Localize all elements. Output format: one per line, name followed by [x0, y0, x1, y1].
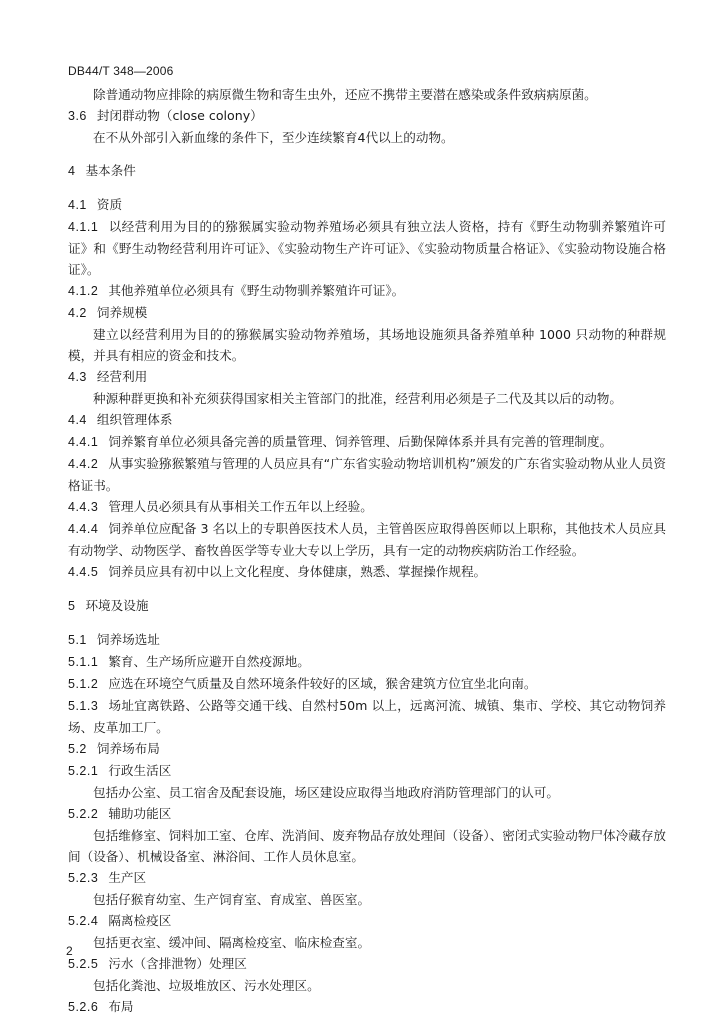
clause-text: 应选在环境空气质量及自然环境条件较好的区域，猴舍建筑方位宜坐北向南。 — [108, 676, 537, 691]
clause-text: 饲养单位应配备 3 名以上的专职兽医技术人员，主管兽医应取得兽医师以上职称，其他技术人员应具有动物学、动物医学、畜牧兽医学等专业大专以上学历，具有一定的动物疾病防治工作经验。 — [68, 521, 666, 558]
clause-5-1-2 — [68, 673, 666, 695]
body-paragraph: 包括更衣室、缓冲间、隔离检疫室、临床检查室。 — [93, 935, 371, 950]
clause-number: 5.1.1 — [68, 655, 99, 669]
body-paragraph: 包括化粪池、垃圾堆放区、污水处理区。 — [93, 978, 320, 993]
body-paragraph: 包括维修室、饲料加工室、仓库、洗消间、废弃物品存放处理间（设备）、密闭式实验动物尸体冷藏存放间（设备）、机械设备室、淋浴间、工作人员休息室。 — [68, 828, 667, 864]
clause-5-2-5 — [68, 953, 666, 975]
clause-number: 4 — [68, 164, 76, 178]
clause-number: 4.4.1 — [68, 435, 99, 449]
clause-number: 4.2 — [68, 306, 87, 320]
standard-code: DB44/T 348—2006 — [68, 64, 174, 78]
clause-number: 5 — [68, 599, 76, 613]
clause-4-1 — [68, 194, 666, 216]
clause-4-1-1 — [68, 216, 666, 280]
clause-text: 污水（含排泄物）处理区 — [108, 956, 247, 971]
clause-text: 其他养殖单位必须具有《野生动物驯养繁殖许可证》。 — [108, 283, 405, 298]
clause-number: 5.1 — [68, 633, 87, 647]
clause-number: 4.4.2 — [68, 457, 99, 471]
body-paragraph: 在不从外部引入新血缘的条件下，至少连续繁育4代以上的动物。 — [93, 130, 454, 145]
clause-4-1-2 — [68, 280, 666, 302]
clause-5-2-2 — [68, 803, 666, 825]
section-gap — [68, 148, 666, 160]
clause-5-2-1 — [68, 760, 666, 782]
section-gap — [68, 617, 666, 629]
clause-4-3 — [68, 366, 666, 388]
clause-text: 隔离检疫区 — [108, 913, 172, 928]
clause-text: 饲养场布局 — [96, 741, 160, 756]
clause-text: 布局 — [108, 999, 134, 1014]
clause-text: 管理人员必须具有从事相关工作五年以上经验。 — [108, 499, 373, 514]
clause-4-4-4 — [68, 518, 666, 561]
clause-5-1-3 — [68, 695, 666, 738]
clause-text: 以经营利用为目的的猕猴属实验动物养殖场必须具有独立法人资格，持有《野生动物驯养繁殖许可证》和《野生动物经营利用许可证》、《实验动物生产许可证》、《实验动物质量合格证》、《实验动物设施合格证》。 — [68, 219, 666, 277]
clause-text: 封闭群动物（close colony） — [96, 108, 263, 123]
clause-number: 4.1 — [68, 198, 87, 212]
clause-number: 5.2.5 — [68, 957, 99, 971]
clause-4 — [68, 160, 666, 182]
body-paragraph: 除普通动物应排除的病原微生物和寄生虫外，还应不携带主要潜在感染或条件致病病原菌。 — [93, 87, 597, 102]
clause-number: 4.3 — [68, 370, 87, 384]
clause-number: 5.1.3 — [68, 699, 99, 713]
clause-text: 饲养员应具有初中以上文化程度、身体健康，熟悉、掌握操作规程。 — [108, 564, 487, 579]
body-paragraph: 种源种群更换和补充须获得国家相关主管部门的批准，经营利用必须是子二代及其以后的动物。 — [93, 391, 622, 406]
clause-text: 场址宜离铁路、公路等交通干线、自然村50m 以上，远离河流、城镇、集市、学校、其它动物饲养场、皮革加工厂。 — [68, 698, 666, 735]
clause-number: 4.4 — [68, 413, 87, 427]
clause-5-1 — [68, 629, 666, 651]
clause-text: 环境及设施 — [85, 598, 149, 613]
clause-number: 5.2.1 — [68, 764, 99, 778]
clause-text: 经营利用 — [96, 369, 148, 384]
clause-4-4 — [68, 409, 666, 431]
clause-text: 行政生活区 — [108, 763, 172, 778]
body-paragraph: 包括办公室、员工宿舍及配套设施，场区建设应取得当地政府消防管理部门的认可。 — [93, 785, 559, 800]
body-paragraph: 建立以经营利用为目的的猕猴属实验动物养殖场，其场地设施须具备养殖单种 1000 只动物的种群规模，并具有相应的资金和技术。 — [68, 327, 666, 363]
clause-number: 4.1.1 — [68, 220, 99, 234]
clause-4-4-5 — [68, 561, 666, 583]
clause-4-2 — [68, 302, 666, 324]
clause-5 — [68, 595, 666, 617]
clause-5-2-6 — [68, 996, 666, 1018]
section-gap — [68, 583, 666, 595]
clause-number: 5.2.6 — [68, 1000, 99, 1014]
clause-5-2-3 — [68, 867, 666, 889]
clause-number: 5.1.2 — [68, 677, 99, 691]
clause-5-1-1 — [68, 651, 666, 673]
clause-number: 4.4.3 — [68, 500, 99, 514]
clause-5-2-4 — [68, 910, 666, 932]
clause-number: 4.1.2 — [68, 284, 99, 298]
clause-text: 从事实验猕猴繁殖与管理的人员应具有“广东省实验动物培训机构”颁发的广东省实验动物从业人员资格证书。 — [68, 456, 666, 493]
clause-number: 5.2.4 — [68, 914, 99, 928]
clause-number: 4.4.4 — [68, 522, 99, 536]
clause-4-4-1 — [68, 431, 666, 453]
clause-text: 饲养繁育单位必须具备完善的质量管理、饲养管理、后勤保障体系并具有完善的管理制度。 — [108, 434, 613, 449]
clause-number: 5.2.2 — [68, 807, 99, 821]
clause-text: 饲养规模 — [96, 305, 148, 320]
clause-number: 5.2 — [68, 742, 87, 756]
clause-text: 资质 — [96, 197, 123, 212]
clause-4-4-2 — [68, 453, 666, 496]
clause-number: 4.4.5 — [68, 565, 99, 579]
clause-text: 基本条件 — [85, 163, 136, 178]
clause-5-2 — [68, 738, 666, 760]
clause-3-6 — [68, 105, 666, 127]
page-number: 2 — [66, 944, 73, 958]
clause-text: 繁育、生产场所应避开自然疫源地。 — [108, 654, 310, 669]
clause-text: 饲养场选址 — [96, 632, 160, 647]
document-body — [68, 84, 666, 1018]
clause-text: 组织管理体系 — [96, 412, 173, 427]
clause-text: 辅助功能区 — [108, 806, 172, 821]
body-paragraph: 包括仔猴育幼室、生产饲育室、育成室、兽医室。 — [93, 892, 371, 907]
clause-text: 生产区 — [108, 870, 147, 885]
clause-4-4-3 — [68, 496, 666, 518]
clause-number: 5.2.3 — [68, 871, 99, 885]
clause-number: 3.6 — [68, 109, 87, 123]
section-gap — [68, 182, 666, 194]
